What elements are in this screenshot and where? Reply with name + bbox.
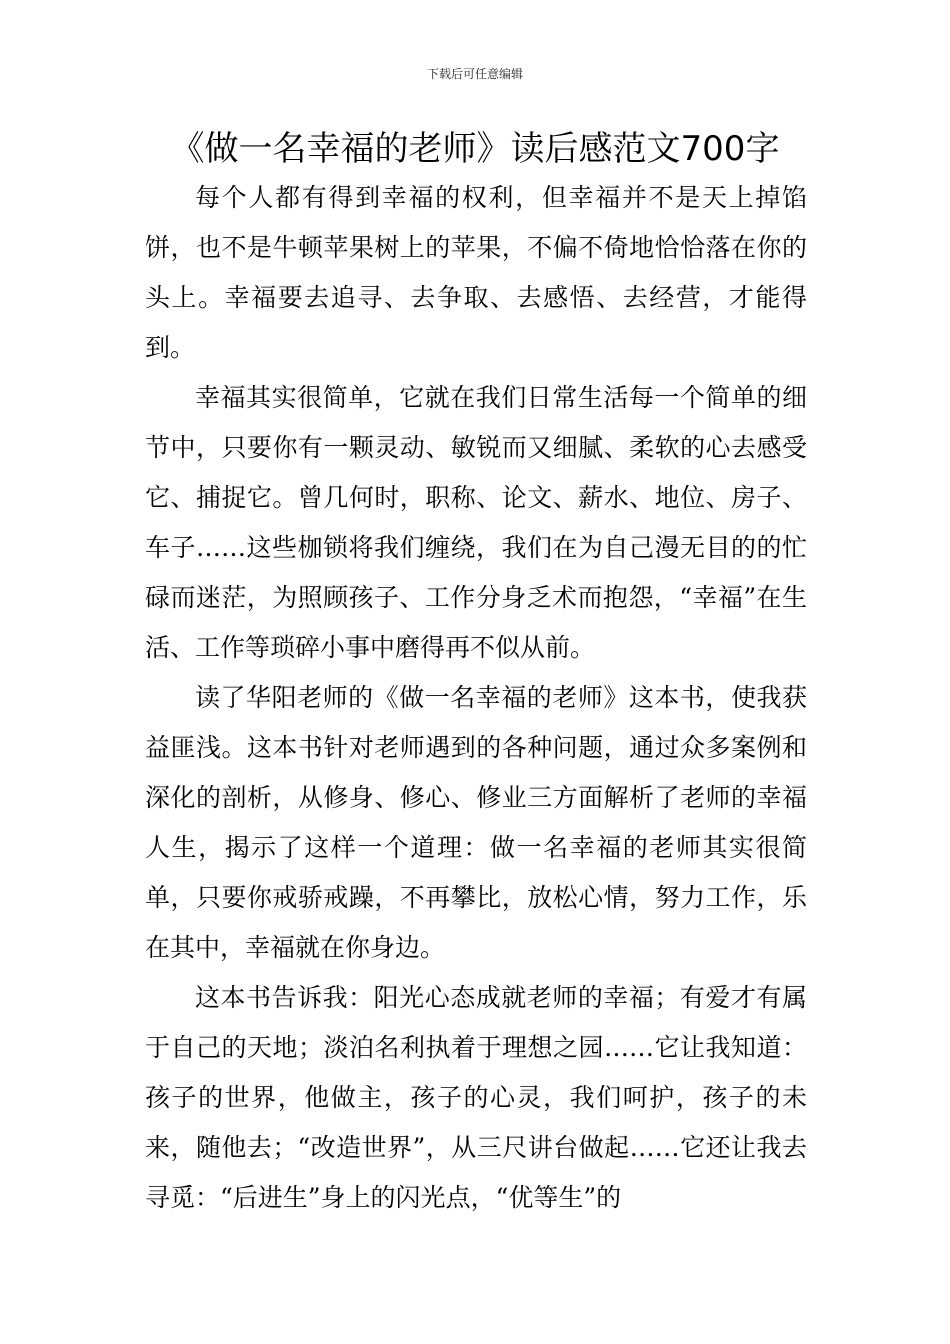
document-title: 《做一名幸福的老师》读后感范文700字	[170, 129, 780, 169]
header-note: 下载后可任意编辑	[426, 67, 523, 81]
paragraph-4: 这本书告诉我：阳光心态成就老师的幸福；有爱才有属于自己的天地；淡泊名利执着于理想之园……它让我知道：孩子的世界，他做主，孩子的心灵，我们呵护，孩子的未来，随他去；“改造世界”，从三尺讲台做起……它还让我去寻觅：“后进生”身上的闪光点，“优等生”的	[145, 983, 807, 1212]
paragraph-2: 幸福其实很简单，它就在我们日常生活每一个简单的细节中，只要你有一颗灵动、敏锐而又细腻、柔软的心去感受它、捕捉它。曾几何时，职称、论文、薪水、地位、房子、车子……这些枷锁将我们缠绕，我们在为自己漫无目的的忙碌而迷茫，为照顾孩子、工作分身乏术而抱怨，“幸福”在生活、工作等琐碎小事中磨得再不似从前。	[145, 383, 807, 662]
paragraph-1: 每个人都有得到幸福的权利，但幸福并不是天上掉馅饼，也不是牛顿苹果树上的苹果，不偏不倚地恰恰落在你的头上。幸福要去追寻、去争取、去感悟、去经营，才能得到。	[145, 183, 807, 362]
document-body	[145, 173, 807, 1223]
paragraph-3: 读了华阳老师的《做一名幸福的老师》这本书，使我获益匪浅。这本书针对老师遇到的各种问题，通过众多案例和深化的剖析，从修身、修心、修业三方面解析了老师的幸福人生，揭示了这样一个道理：做一名幸福的老师其实很简单，只要你戒骄戒躁，不再攀比，放松心情，努力工作，乐在其中，幸福就在你身边。	[145, 683, 807, 962]
